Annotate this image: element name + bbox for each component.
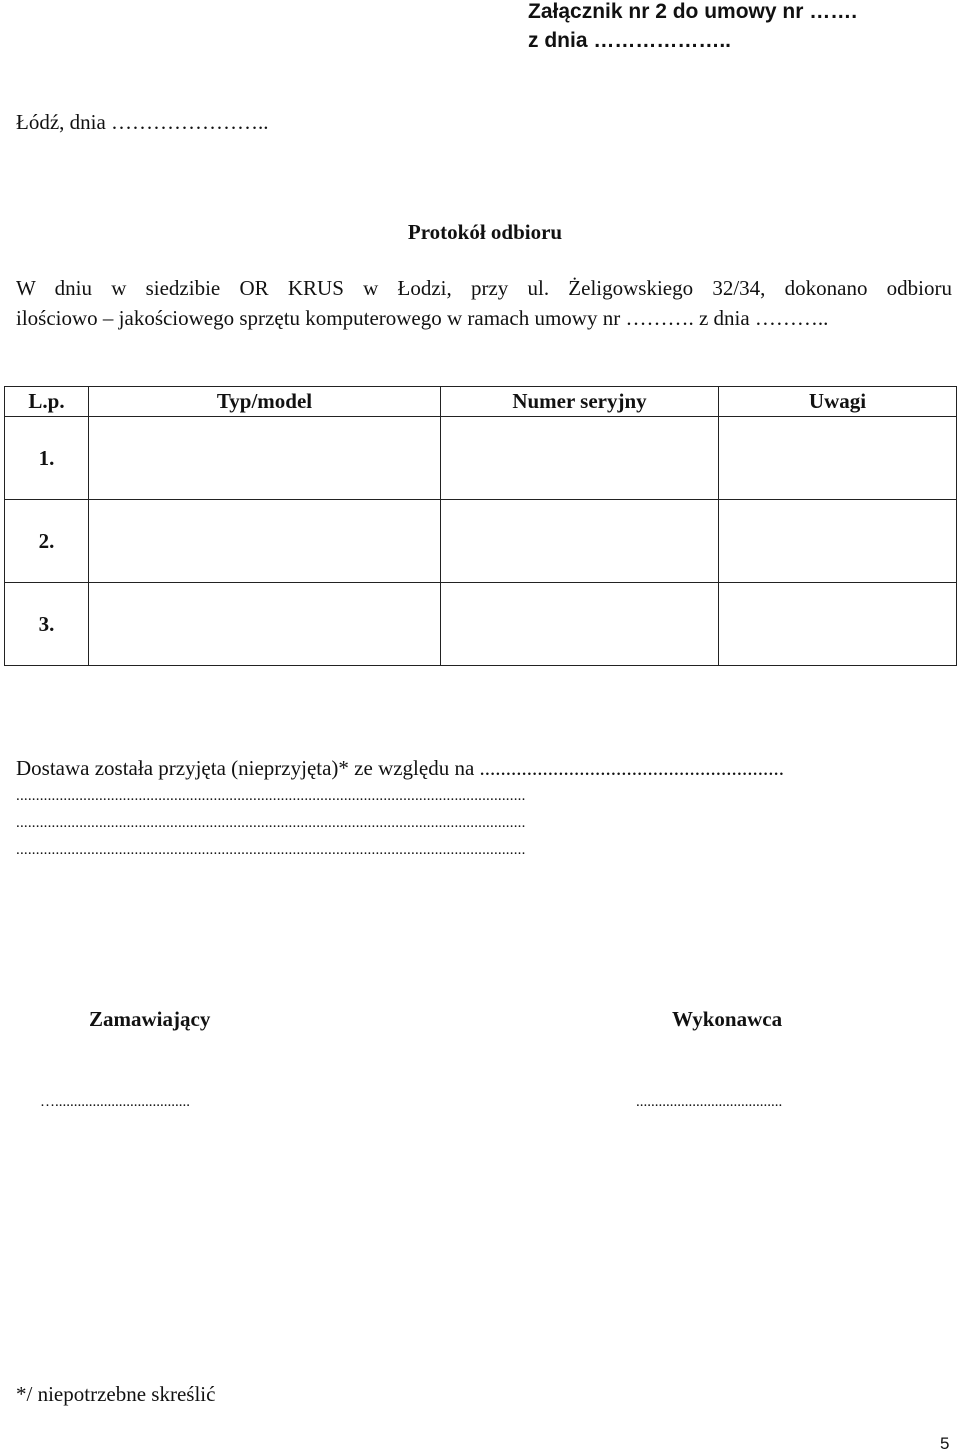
table-row — [5, 417, 957, 500]
paragraph-line-1: W dniu w siedzibie OR KRUS w Łodzi, przy ul. Żeligowskiego 32/34, dokonano odbioru — [16, 276, 952, 300]
cell-serial-number — [441, 500, 719, 583]
page-number: 5 — [940, 1434, 950, 1453]
document-title: Protokół odbioru — [407, 220, 563, 244]
signature-label-contractor: Wykonawca — [672, 1007, 783, 1031]
table-header-row — [5, 387, 957, 417]
paragraph-line-2: ilościowo – jakościowego sprzętu komputerowego w ramach umowy nr ………. z dnia ……….. — [16, 306, 829, 330]
header-notes: Uwagi — [719, 387, 957, 417]
row-number: 2. — [5, 500, 89, 583]
footnote: */ niepotrzebne skreślić — [16, 1382, 216, 1406]
cell-notes — [719, 417, 957, 500]
signature-line-customer: ….................................... — [40, 1094, 190, 1110]
cell-notes — [719, 500, 957, 583]
place-date: Łódź, dnia ………………….. — [16, 110, 269, 134]
table-row — [5, 583, 957, 666]
cell-type-model — [89, 583, 441, 666]
cell-serial-number — [441, 583, 719, 666]
header-lp: L.p. — [5, 387, 89, 417]
signature-label-customer: Zamawiający — [89, 1007, 211, 1031]
cell-notes — [719, 583, 957, 666]
annex-title-line: Załącznik nr 2 do umowy nr ……. — [528, 0, 858, 23]
dotted-line: ................................................................................................................................. — [16, 815, 526, 831]
table-row — [5, 500, 957, 583]
cell-type-model — [89, 500, 441, 583]
dotted-line: ................................................................................................................................. — [16, 788, 526, 804]
cell-type-model — [89, 417, 441, 500]
dotted-line: ................................................................................................................................. — [16, 842, 526, 858]
header-type-model: Typ/model — [89, 387, 441, 417]
annex-date-line: z dnia ……………….. — [528, 29, 732, 52]
row-number: 3. — [5, 583, 89, 666]
cell-serial-number — [441, 417, 719, 500]
signature-line-contractor: ....................................... — [636, 1094, 783, 1110]
delivery-statement: Dostawa została przyjęta (nieprzyjęta)* ze względu na .......................................................... — [16, 756, 785, 780]
header-serial-number: Numer seryjny — [441, 387, 719, 417]
row-number: 1. — [5, 417, 89, 500]
items-table — [4, 386, 957, 666]
